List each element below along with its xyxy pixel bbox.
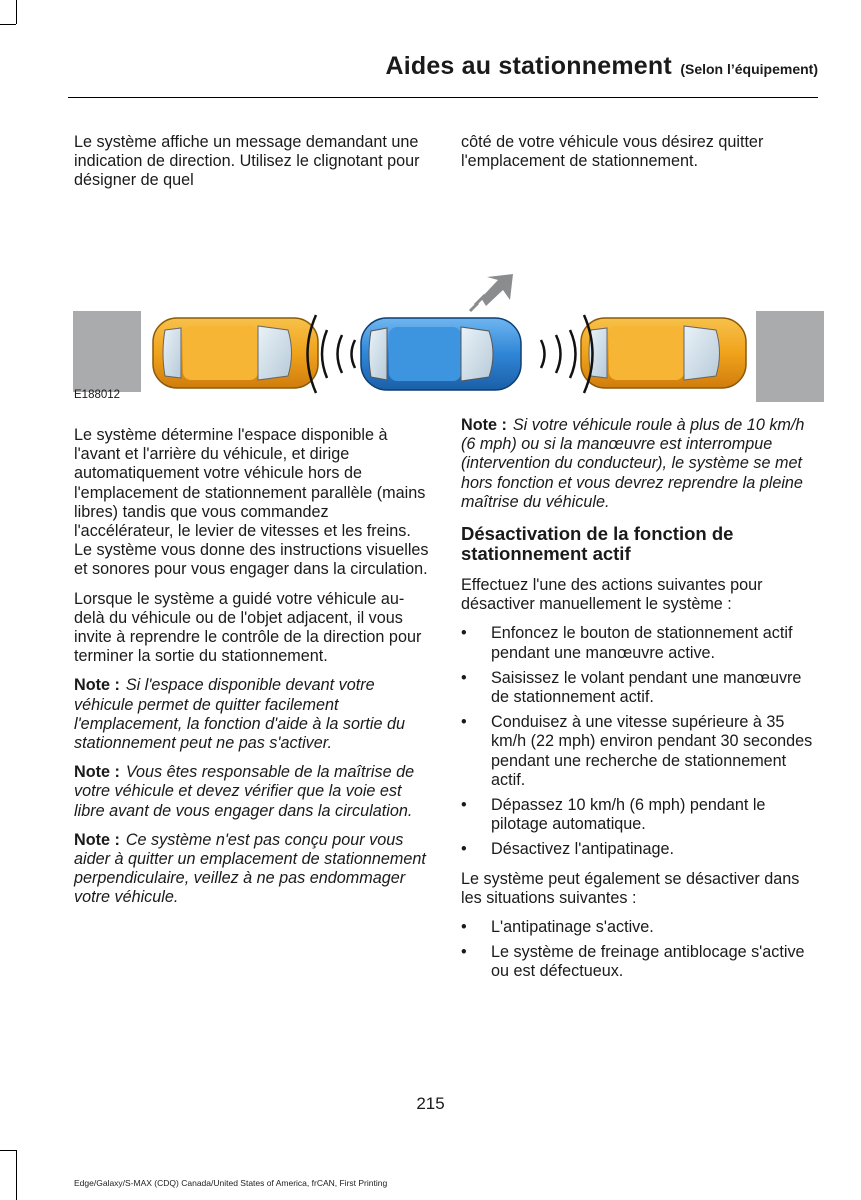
note-text: Si votre véhicule roule à plus de 10 km/h (6 mph) ou si la manœuvre est interrompue (intervention du conducteur), le système se met hors fonction et vous devrez reprendre la pleine maîtrise du véhicule. <box>461 416 805 511</box>
paragraph: Effectuez l'une des actions suivantes pour désactiver manuellement le système : <box>461 576 763 614</box>
list-item: • Dépassez 10 km/h (6 mph) pendant le pilotage automatique. <box>461 796 816 834</box>
crop-mark-bottom-h <box>0 1150 16 1151</box>
parked-car-front <box>581 318 746 388</box>
curb-right <box>756 311 824 402</box>
intro-left-text: Le système affiche un message demandant une indication de direction. Utilisez le clignotant pour désigner de quel <box>74 133 420 190</box>
note <box>74 676 429 753</box>
note-text: Ce système n'est pas conçu pour vous aider à quitter un emplacement de stationnement perpendiculaire, veillez à ne pas endommager votre véhicule. <box>74 830 426 907</box>
page-number: 215 <box>416 1094 445 1113</box>
crop-mark-top-v <box>16 0 17 24</box>
page-subtitle: (Selon l’équipement) <box>680 61 818 77</box>
note-label: Note : <box>74 676 120 695</box>
note-label: Note : <box>74 830 120 849</box>
paragraph: Le système peut également se désactiver dans les situations suivantes : <box>461 869 800 907</box>
deactivation-actions-list <box>461 624 816 859</box>
intro-right-text: côté de votre véhicule vous désirez quitter l'emplacement de stationnement. <box>461 133 764 171</box>
footer: Edge/Galaxy/S-MAX (CDQ) Canada/United States of America, frCAN, First Printing <box>74 1178 388 1188</box>
exit-arrow-icon <box>470 274 513 311</box>
note <box>74 763 429 821</box>
note-text: Vous êtes responsable de la maîtrise de votre véhicule et devez vérifier que la voie est libre avant de vous engager dans la circulation. <box>74 763 415 820</box>
note <box>461 416 816 512</box>
note-label: Note : <box>74 763 120 782</box>
list-item: • Désactivez l'antipatinage. <box>461 840 816 859</box>
left-column <box>74 426 429 918</box>
page-title: Aides au stationnement <box>385 52 672 80</box>
note <box>74 831 429 908</box>
list-item: • L'antipatinage s'active. <box>461 918 816 937</box>
intro-left <box>74 133 429 201</box>
parking-exit-illustration <box>73 250 824 405</box>
paragraph: Lorsque le système a guidé votre véhicule au-delà du véhicule ou de l'objet adjacent, il vous invite à reprendre le contrôle de la direction pour terminer la sortie du stationnement. <box>74 589 422 666</box>
curb-left <box>73 311 141 392</box>
intro-right <box>461 133 816 181</box>
list-item: • Conduisez à une vitesse supérieure à 35 km/h (22 mph) environ pendant 30 secondes pendant une recherche de stationnement actif. <box>461 713 816 790</box>
crop-mark-bottom-v <box>16 1150 17 1200</box>
note-text: Si l'espace disponible devant votre véhicule permet de quitter facilement l'emplacement, la fonction d'aide à la sortie du stationnement peut ne pas s'activer. <box>74 676 406 753</box>
list-item: • Enfoncez le bouton de stationnement actif pendant une manœuvre active. <box>461 624 816 662</box>
list-item: • Le système de freinage antiblocage s'active ou est défectueux. <box>461 943 816 981</box>
figure-id: E188012 <box>74 389 121 401</box>
active-car <box>361 318 521 390</box>
section-heading: Désactivation de la fonction de stationnement actif <box>461 523 734 565</box>
note-label: Note : <box>461 416 507 434</box>
list-item: • Saisissez le volant pendant une manœuvre de stationnement actif. <box>461 669 816 707</box>
crop-mark-top-h <box>0 24 16 25</box>
parked-car-rear <box>153 318 318 388</box>
page-header <box>68 52 818 98</box>
right-column <box>461 416 816 992</box>
deactivation-situations-list <box>461 918 816 982</box>
paragraph: Le système détermine l'espace disponible à l'avant et l'arrière du véhicule, et dirige automatiquement votre véhicule hors de l'emplacement de stationnement parallèle (mains libres) tandis que vous commandez l'accélérateur, le levier de vitesses et les freins. Le système vous donne des instructions visuelles et sonores pour vous engager dans la circulation. <box>74 426 429 579</box>
